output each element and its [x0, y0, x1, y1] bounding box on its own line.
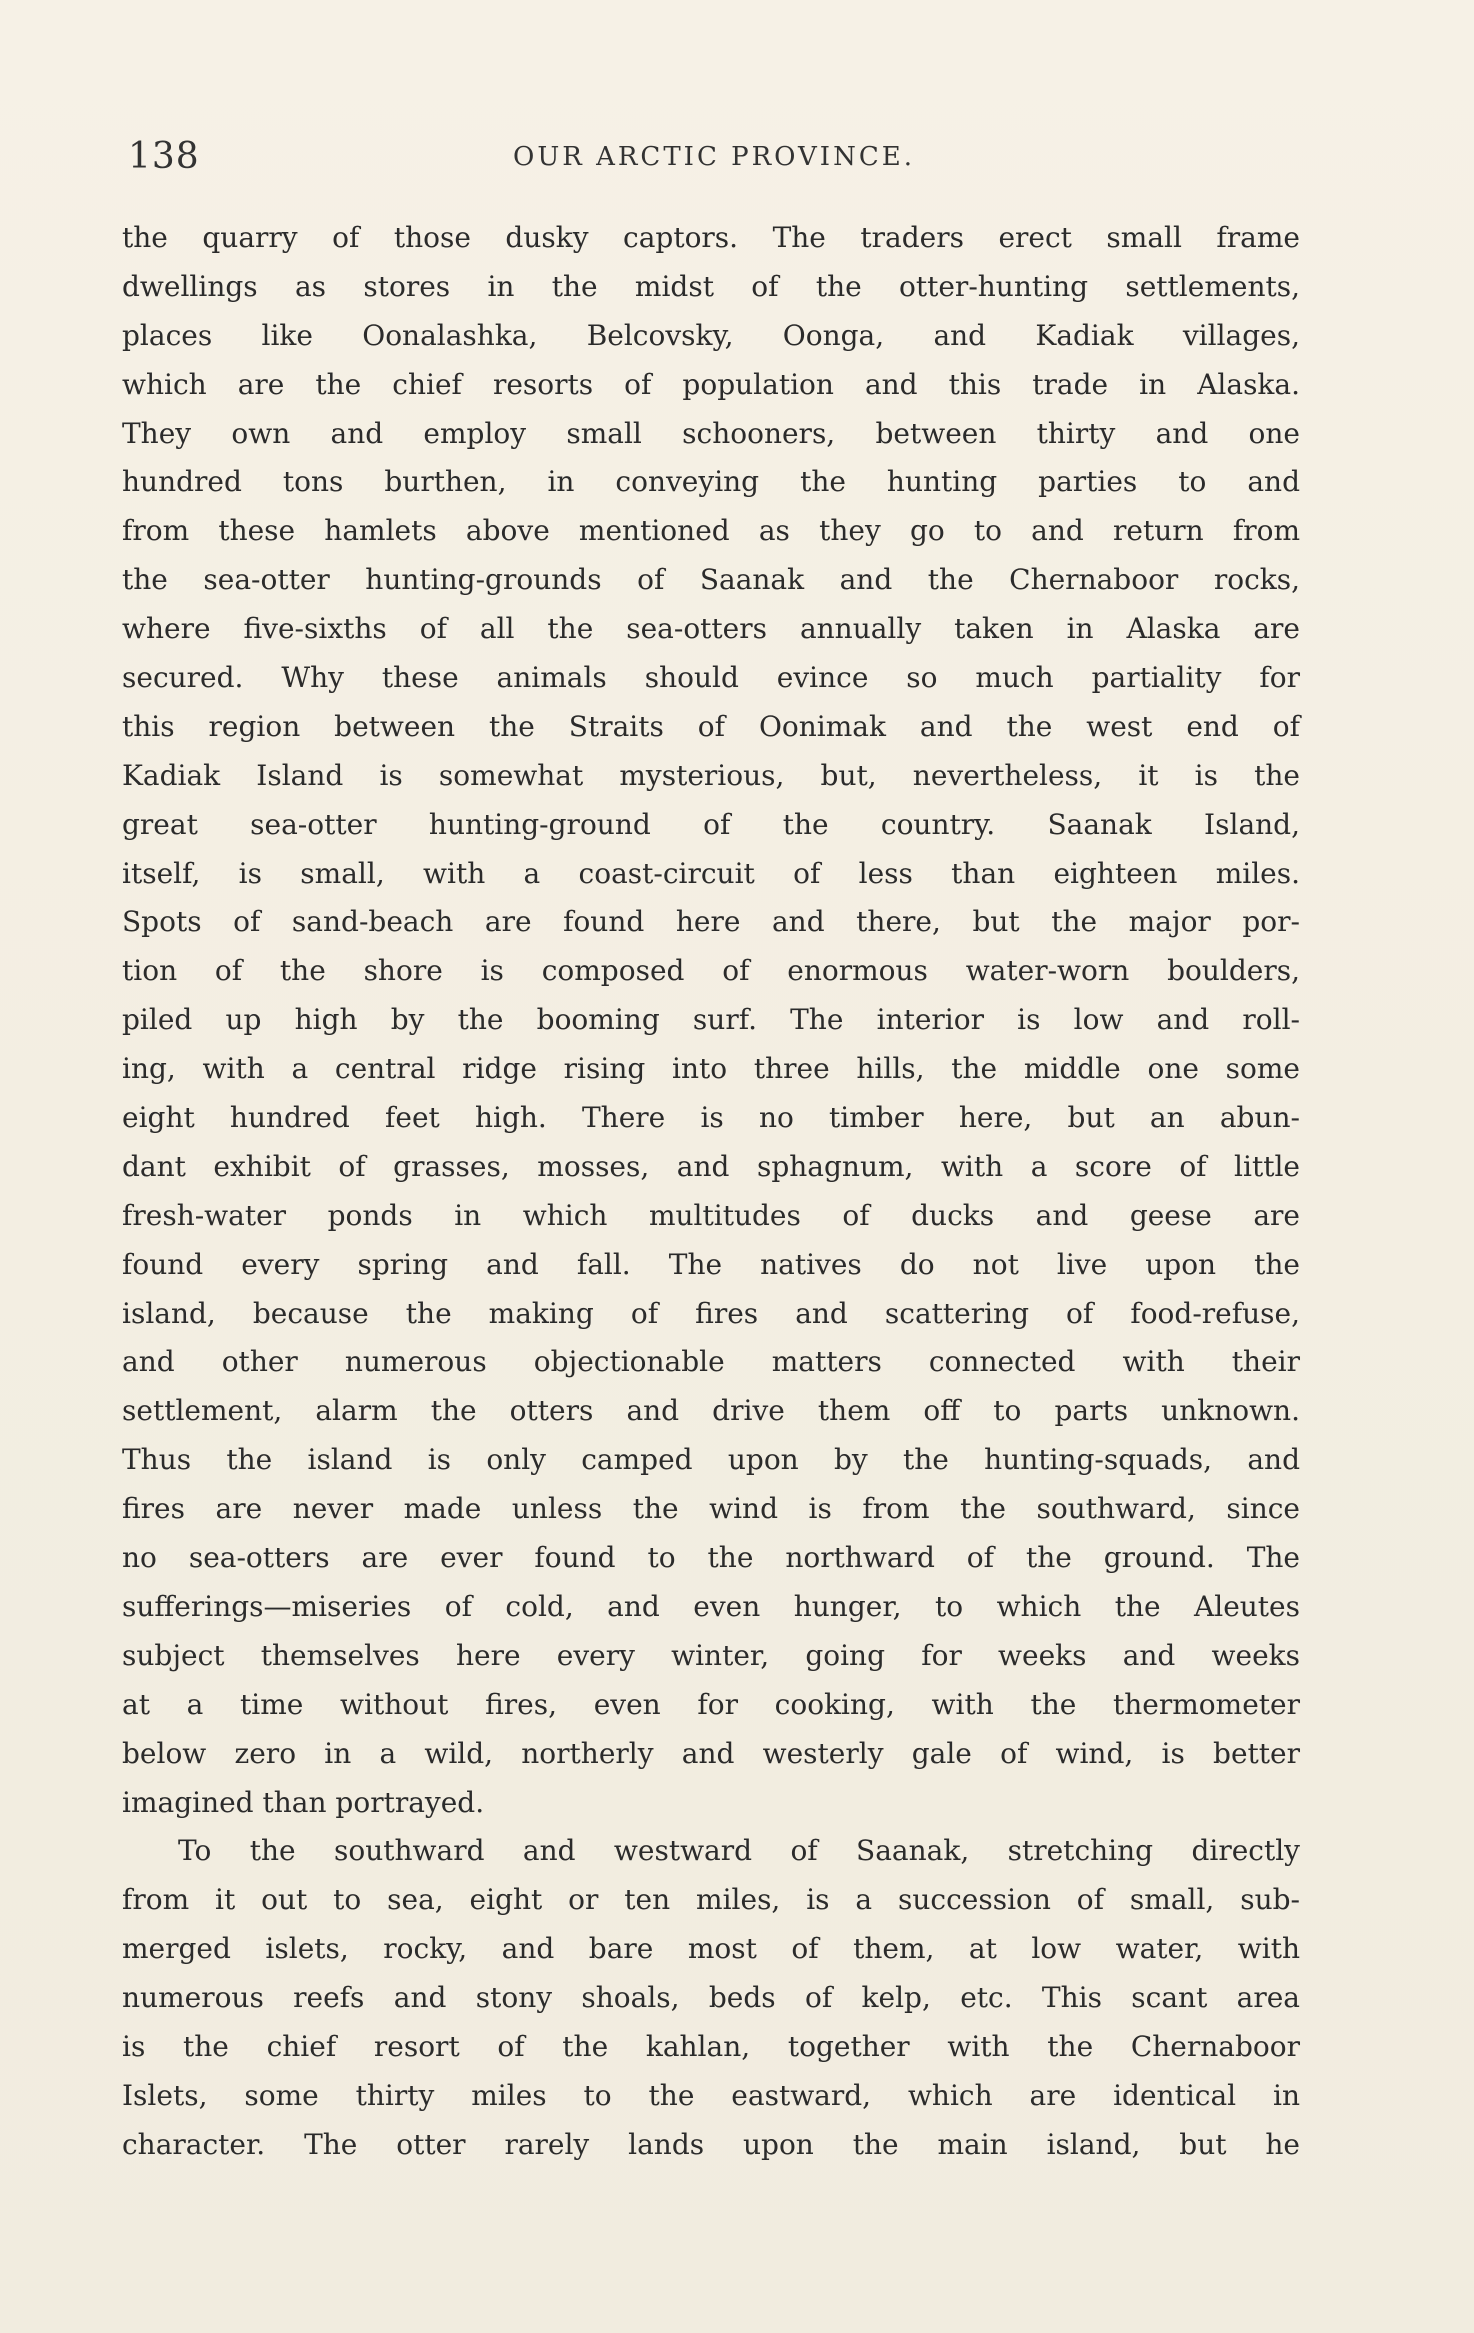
text-line: character. The otter rarely lands upon the main island, but he: [122, 2127, 1300, 2161]
text-line: tion of the shore is composed of enormous water-worn boulders,: [122, 954, 1300, 988]
text-line: this region between the Straits of Oonimak and the west end of: [122, 709, 1300, 743]
text-line: imagined than portrayed.: [122, 1785, 485, 1819]
text-line: fresh-water ponds in which multitudes of ducks and geese are: [122, 1198, 1300, 1232]
body-text: [122, 214, 1300, 2170]
text-line: at a time without fires, even for cooking, with the thermometer: [122, 1687, 1300, 1721]
text-line: merged islets, rocky, and bare most of them, at low water, with: [122, 1932, 1300, 1966]
text-line: Thus the island is only camped upon by the hunting-squads, and: [122, 1443, 1300, 1477]
page-header: [128, 132, 1300, 182]
text-line: dant exhibit of grasses, mosses, and sphagnum, with a score of little: [122, 1149, 1300, 1183]
text-line: secured. Why these animals should evince so much partiality for: [122, 661, 1300, 695]
text-line: found every spring and fall. The natives do not live upon the: [122, 1247, 1300, 1281]
text-line: itself, is small, with a coast-circuit of less than eighteen miles.: [122, 856, 1300, 890]
text-line: island, because the making of fires and scattering of food-refuse,: [122, 1296, 1300, 1330]
text-line: from these hamlets above mentioned as they go to and return from: [122, 514, 1300, 548]
text-line: numerous reefs and stony shoals, beds of kelp, etc. This scant area: [122, 1981, 1300, 2015]
text-line: sufferings—miseries of cold, and even hunger, to which the Aleutes: [122, 1589, 1300, 1623]
text-line: subject themselves here every winter, going for weeks and weeks: [122, 1638, 1300, 1672]
text-line: places like Oonalashka, Belcovsky, Oonga, and Kadiak villages,: [122, 318, 1300, 352]
text-line: They own and employ small schooners, between thirty and one: [122, 416, 1300, 450]
text-line: great sea-otter hunting-ground of the country. Saanak Island,: [122, 807, 1300, 841]
text-line: settlement, alarm the otters and drive them off to parts unknown.: [122, 1394, 1300, 1428]
text-line: To the southward and westward of Saanak, stretching directly: [178, 1834, 1300, 1868]
text-line: ing, with a central ridge rising into three hills, the middle one some: [122, 1052, 1300, 1086]
page-number: 138: [128, 136, 200, 177]
text-line: fires are never made unless the wind is from the southward, since: [122, 1492, 1300, 1526]
text-line: is the chief resort of the kahlan, together with the Chernaboor: [122, 2029, 1300, 2063]
text-line: the sea-otter hunting-grounds of Saanak and the Chernaboor rocks,: [122, 563, 1300, 597]
text-line: which are the chief resorts of population and this trade in Alaska.: [122, 367, 1300, 401]
text-line: no sea-otters are ever found to the northward of the ground. The: [122, 1541, 1300, 1575]
text-line: Spots of sand-beach are found here and there, but the major por-: [122, 905, 1300, 939]
text-line: from it out to sea, eight or ten miles, is a succession of small, sub-: [122, 1883, 1300, 1917]
text-line: below zero in a wild, northerly and westerly gale of wind, is better: [122, 1736, 1300, 1770]
text-line: eight hundred feet high. There is no timber here, but an abun-: [122, 1101, 1300, 1135]
text-line: the quarry of those dusky captors. The traders erect small frame: [122, 221, 1300, 254]
text-line: Kadiak Island is somewhat mysterious, but, nevertheless, it is the: [122, 758, 1300, 792]
paragraph: [122, 214, 1300, 1827]
running-head: OUR ARCTIC PROVINCE.: [513, 142, 915, 172]
text-line: hundred tons burthen, in conveying the hunting parties to and: [122, 465, 1300, 499]
text-line: where five-sixths of all the sea-otters annually taken in Alaska are: [122, 612, 1300, 646]
paragraph: [122, 1827, 1300, 2169]
text-line: Islets, some thirty miles to the eastward, which are identical in: [122, 2078, 1300, 2112]
text-line: dwellings as stores in the midst of the otter-hunting settlements,: [122, 269, 1300, 303]
text-line: piled up high by the booming surf. The interior is low and roll-: [122, 1003, 1300, 1037]
text-line: and other numerous objectionable matters connected with their: [122, 1345, 1300, 1379]
